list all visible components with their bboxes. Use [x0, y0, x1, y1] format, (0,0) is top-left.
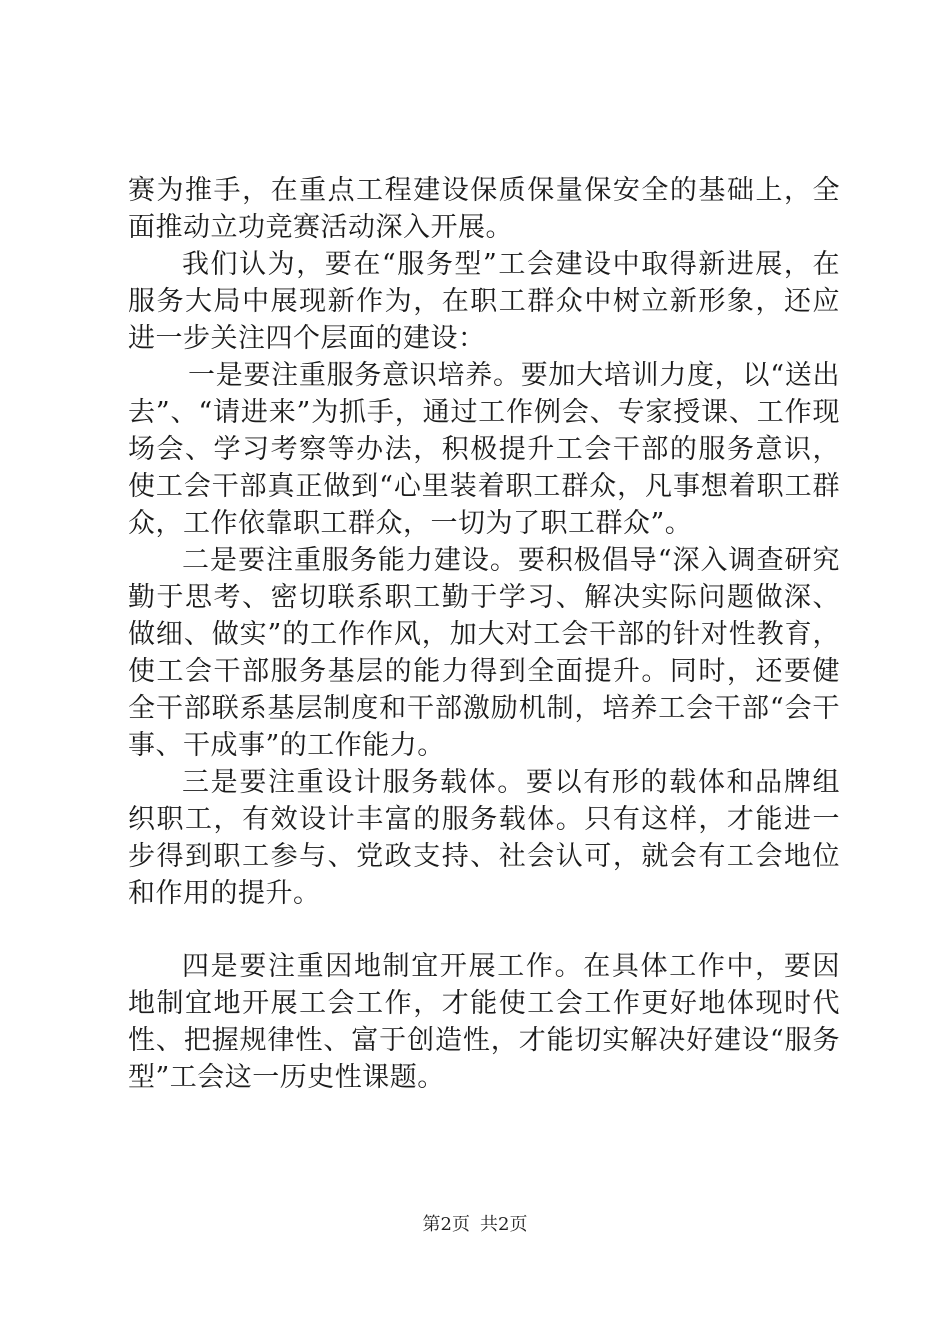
paragraph-point-three: 三是要注重设计服务载体。要以有形的载体和品牌组织职工，有效设计丰富的服务载体。只有这样，才能进一步得到职工参与、党政支持、社会认可，就会有工会地位和作用的提升。 [128, 767, 840, 909]
page-total: 共2页 [480, 1214, 528, 1235]
paragraph-point-one: 一是要注重服务意识培养。要加大培训力度，以“送出去”、“请进来”为抓手，通过工作例会、专家授课、工作现场会、学习考察等办法，积极提升工会干部的服务意识，使工会干部真正做到“心里装着职工群众，凡事想着职工群众，工作依靠职工群众，一切为了职工群众”。 [128, 360, 840, 539]
page-footer [0, 1214, 950, 1236]
paragraph-intro: 我们认为，要在“服务型”工会建设中取得新进展，在服务大局中展现新作为，在职工群众中树立新形象，还应进一步关注四个层面的建设： [128, 249, 840, 354]
page-number: 第2页 [422, 1214, 470, 1235]
paragraph-point-four: 四是要注重因地制宜开展工作。在具体工作中，要因地制宜地开展工会工作，才能使工会工作更好地体现时代性、把握规律性、富于创造性，才能切实解决好建设“服务型”工会这一历史性课题。 [128, 951, 840, 1093]
document-body [128, 172, 840, 1096]
paragraph-continuation: 赛为推手，在重点工程建设保质保量保安全的基础上，全面推动立功竞赛活动深入开展。 [128, 175, 840, 243]
paragraph-point-two: 二是要注重服务能力建设。要积极倡导“深入调查研究勤于思考、密切联系职工勤于学习、解决实际问题做深、做细、做实”的工作作风，加大对工会干部的针对性教育，使工会干部服务基层的能力得到全面提升。同时，还要健全干部联系基层制度和干部激励机制，培养工会干部“会干事、干成事”的工作能力。 [128, 545, 840, 761]
